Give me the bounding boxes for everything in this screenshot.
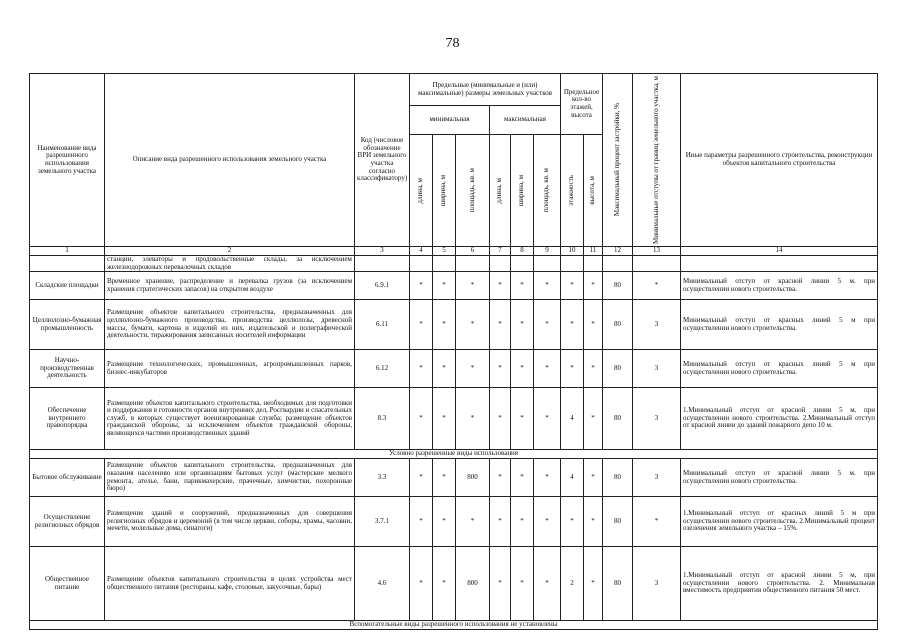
table-cell: Размещение объектов капитального строительства в целях устройства мест общественного питания (рестораны, кафе, столовые, закусочные, бары) (105, 547, 355, 621)
table-cell (534, 255, 561, 271)
table-cell: * (584, 300, 603, 350)
table-cell: * (511, 459, 534, 497)
table-cell: Обеспечение внутреннего правопорядка (30, 388, 105, 450)
table-cell: Минимальный отступ от красных линий 5 м при осуществлении нового строительства. (681, 300, 878, 350)
header-limits: Предельные (минимальные и (или) максимальные) размеры земельных участков (410, 74, 561, 106)
section-auxiliary (30, 621, 878, 630)
table-cell: * (534, 547, 561, 621)
table-cell: * (511, 300, 534, 350)
table-cell: * (561, 272, 584, 300)
table-cell: Условно разрешенные виды использования (30, 450, 878, 459)
table-row (30, 350, 878, 388)
table-cell: 2 (105, 246, 355, 255)
table-cell: * (584, 350, 603, 388)
table-cell: 7 (490, 246, 511, 255)
table-cell: Временное хранение, распределение и перевалка грузов (за исключением хранения стратегических запасов) на открытом воздухе (105, 272, 355, 300)
table-cell: * (490, 459, 511, 497)
header-min-length: длина, м (410, 134, 433, 246)
header-min-width: ширина, м (433, 134, 456, 246)
table-cell: * (490, 547, 511, 621)
table-cell: * (433, 272, 456, 300)
table-cell: * (534, 272, 561, 300)
table-cell: * (584, 388, 603, 450)
table-cell: * (584, 459, 603, 497)
table-cell: станции, элеваторы и продовольственные склады, за исключением железнодорожных перевалочных складов (105, 255, 355, 271)
table-cell: 12 (603, 246, 633, 255)
table-cell: Целлюлозно-бумажная промышленность (30, 300, 105, 350)
table-cell (490, 255, 511, 271)
table-cell: * (511, 388, 534, 450)
table-cell: 1.Минимальный отступ от красной линии 5 м, при осуществлении нового строительства. 2. Минимальная вместимость предприятия общественного питания 50 мест. (681, 547, 878, 621)
section-conditional (30, 450, 878, 459)
table-cell: * (410, 547, 433, 621)
table-cell (561, 255, 584, 271)
table-row (30, 547, 878, 621)
table-cell: Размещение объектов капитального строительства, предназначенных для оказания населению или организациям бытовых услуг (мастерские мелкого ремонта, ателье, бани, парикмахерские, прачечные, химчистки, похоронные бюро) (105, 459, 355, 497)
table-cell: 8.3 (355, 388, 410, 450)
table-cell: 3 (633, 388, 681, 450)
table-cell: * (511, 497, 534, 547)
table-cell: * (433, 547, 456, 621)
table-cell: * (410, 350, 433, 388)
table-cell: Научно-производственная деятельность (30, 350, 105, 388)
regulations-table (29, 73, 878, 630)
table-cell: 3 (633, 300, 681, 350)
header-description: Описание вида разрешенного использования земельного участка (105, 74, 355, 247)
table-cell: * (561, 300, 584, 350)
header-min-area: площадь, кв. м (456, 134, 490, 246)
main-rows (30, 255, 878, 629)
table-cell: * (490, 300, 511, 350)
table-cell: 3.7.1 (355, 497, 410, 547)
table-cell: * (433, 459, 456, 497)
table-cell: * (410, 497, 433, 547)
header-max-width: ширина, м (511, 134, 534, 246)
table-cell: * (433, 497, 456, 547)
table-cell: * (511, 350, 534, 388)
header-maximal: максимальная (490, 106, 561, 135)
header-setback: Минимальные отступы от границ земельного участка, м (633, 74, 681, 247)
table-cell: 6.12 (355, 350, 410, 388)
header-code: Код (числовое обозначение ВРИ земельного участка согласно классификатору) (355, 74, 410, 247)
table-cell: 800 (456, 547, 490, 621)
table-cell: Бытовое обслуживание (30, 459, 105, 497)
table-cell: Общественное питание (30, 547, 105, 621)
table-cell: * (511, 547, 534, 621)
table-cell: * (490, 350, 511, 388)
table-cell: * (633, 497, 681, 547)
table-row (30, 255, 878, 271)
table-cell (681, 255, 878, 271)
table-cell: 3 (633, 459, 681, 497)
table-cell: Размещение технологических, промышленных, агропромышленных парков, бизнес-инкубаторов (105, 350, 355, 388)
table-cell: 80 (603, 547, 633, 621)
header-other: Иные параметры разрешенного строительства, реконструкции объектов капитального строительства (681, 74, 878, 247)
table-cell: 4 (561, 388, 584, 450)
table-cell: * (534, 350, 561, 388)
table-cell: * (633, 272, 681, 300)
table-cell: * (584, 547, 603, 621)
table-cell: 80 (603, 388, 633, 450)
table-cell: 13 (633, 246, 681, 255)
table-row (30, 459, 878, 497)
table-cell: 80 (603, 272, 633, 300)
table-cell: Складские площадки (30, 272, 105, 300)
table-cell: * (511, 272, 534, 300)
table-cell: 1.Минимальный отступ от красных линий 5 м при осуществлении нового строительства. 2.Минимальный процент озеленения земельного участка – 15%. (681, 497, 878, 547)
table-cell: 6 (456, 246, 490, 255)
table-row (30, 300, 878, 350)
table-cell: 2 (561, 547, 584, 621)
table-cell: 11 (584, 246, 603, 255)
table-cell: 4 (410, 246, 433, 255)
table-cell (30, 255, 105, 271)
table-cell: 80 (603, 350, 633, 388)
table-cell: 14 (681, 246, 878, 255)
header-name: Наименование вида разрешенного использования земельного участка (30, 74, 105, 247)
table-cell (410, 255, 433, 271)
table-cell (633, 255, 681, 271)
table-cell: * (410, 300, 433, 350)
table-cell: 800 (456, 459, 490, 497)
table-cell: 8 (511, 246, 534, 255)
table-cell (511, 255, 534, 271)
table-cell: Вспомогательные виды разрешенного использования не установлены (30, 621, 878, 630)
table-cell: * (584, 272, 603, 300)
table-cell: 80 (603, 300, 633, 350)
table-cell: * (534, 459, 561, 497)
table-cell: Осуществление религиозных обрядов (30, 497, 105, 547)
table-cell: * (534, 300, 561, 350)
table-cell: * (410, 388, 433, 450)
table-cell: * (534, 497, 561, 547)
table-cell: 3 (633, 547, 681, 621)
table-cell: Минимальный отступ от красных линий 5 м при осуществлении нового строительства. (681, 350, 878, 388)
table-cell: 6.9.1 (355, 272, 410, 300)
table-cell: 6.11 (355, 300, 410, 350)
table-row (30, 497, 878, 547)
table-cell: 80 (603, 459, 633, 497)
table-cell: * (490, 388, 511, 450)
table-cell: * (456, 497, 490, 547)
table-cell (584, 255, 603, 271)
table-cell: * (534, 388, 561, 450)
table-cell (456, 255, 490, 271)
header-max-area: площадь, кв. м (534, 134, 561, 246)
table-cell: * (433, 350, 456, 388)
table-cell: 1.Минимальный отступ от красной линии 5 м. при осуществлении нового строительства. 2.Минимальный отступ от красной линии до зданий пожарного депо 10 м. (681, 388, 878, 450)
table-cell: * (490, 272, 511, 300)
table-cell: 4 (561, 459, 584, 497)
table-cell: * (433, 388, 456, 450)
header-height: высота, м (584, 134, 603, 246)
table-cell: * (490, 497, 511, 547)
table-cell: 4.6 (355, 547, 410, 621)
table-cell: * (456, 350, 490, 388)
table-cell: Размещение объектов капитального строительства, предназначенных для целлюлозно-бумажного производства, производства целлюлозы, древесной массы, бумаги, картона и изделий из них, издательской и полиграфической деятельности, тиражирования записанных носителей информации (105, 300, 355, 350)
table-cell: * (584, 497, 603, 547)
header-minimal: минимальная (410, 106, 490, 135)
table-cell: 9 (534, 246, 561, 255)
table-cell: 80 (603, 497, 633, 547)
table-cell: Минимальный отступ от красной линии 5 м. при осуществлении нового строительства. (681, 459, 878, 497)
table-cell: 5 (433, 246, 456, 255)
table-cell (355, 255, 410, 271)
table-row (30, 272, 878, 300)
table-cell: 1 (30, 246, 105, 255)
table-cell: 10 (561, 246, 584, 255)
table-cell: * (456, 388, 490, 450)
table-cell: * (456, 272, 490, 300)
table-cell: * (456, 300, 490, 350)
table-cell: * (410, 272, 433, 300)
header-max-length: длина, м (490, 134, 511, 246)
table-cell: 3.3 (355, 459, 410, 497)
header-floors-group: Предельное кол-во этажей, высота (561, 74, 603, 135)
table-cell (603, 255, 633, 271)
table-cell: Минимальный отступ от красной линии 5 м. при осуществлении нового строительства. (681, 272, 878, 300)
header-coverage: Максимальный процент застройки, % (603, 74, 633, 247)
table-cell: 3 (355, 246, 410, 255)
page-number: 78 (445, 36, 460, 51)
table-cell (433, 255, 456, 271)
header-floors: этажность (561, 134, 584, 246)
table-cell: * (561, 350, 584, 388)
table-cell: * (561, 497, 584, 547)
table-cell: * (433, 300, 456, 350)
table-row (30, 388, 878, 450)
table-cell: Размещение объектов капитального строительства, необходимых для подготовки и поддержания в готовности органов внутренних дел, Росгвардии и спасательных служб, в которых существует военизированная служба; размещение объектов гражданской обороны, за исключением объектов гражданской обороны, являющихся частями производственных зданий (105, 388, 355, 450)
table-cell: * (410, 459, 433, 497)
table-cell: Размещение зданий и сооружений, предназначенных для совершения религиозных обрядов и церемоний (в том числе церкви, соборы, храмы, часовни, мечети, молельные дома, синагоги) (105, 497, 355, 547)
table-cell: 3 (633, 350, 681, 388)
column-numbers-row (30, 246, 878, 255)
